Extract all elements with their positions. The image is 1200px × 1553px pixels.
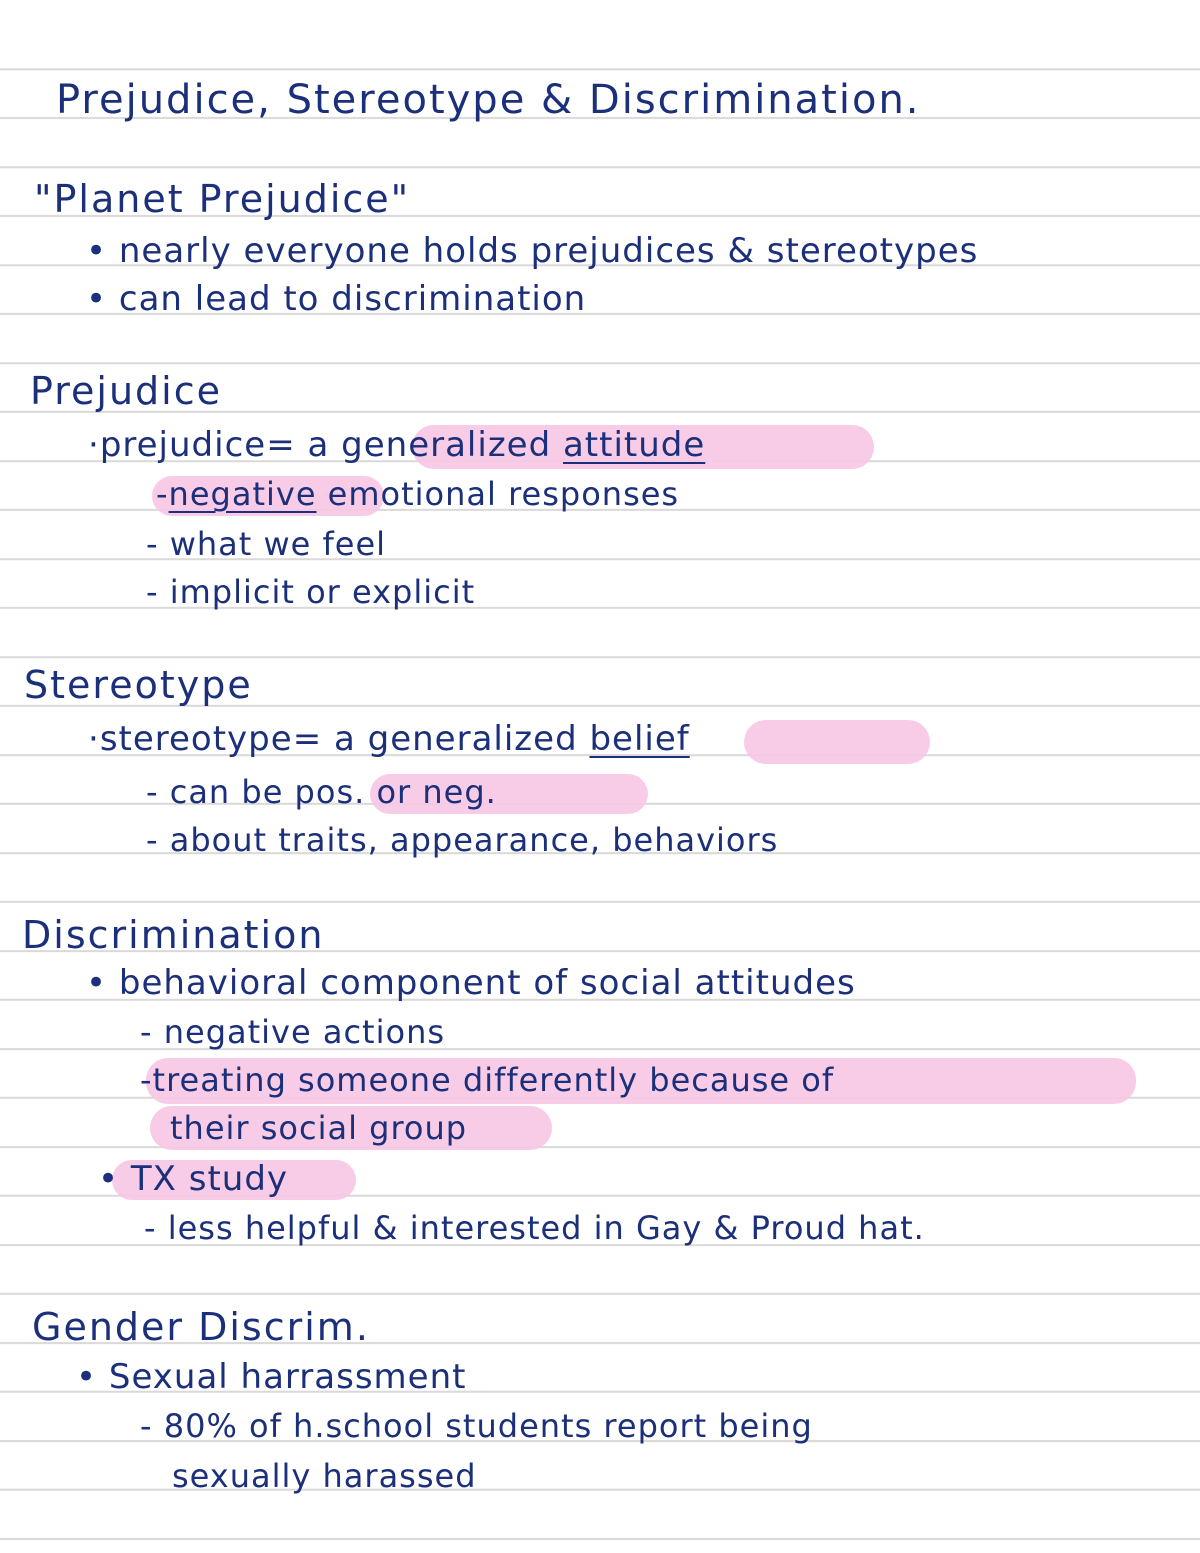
gender-bullet-1 bbox=[76, 1357, 467, 1397]
title-ampersand: & bbox=[526, 77, 589, 123]
prejudice-def-eq: = a bbox=[266, 425, 342, 465]
bullet-dot: • bbox=[86, 963, 119, 1003]
prejudice-heading: Prejudice bbox=[30, 369, 223, 413]
bullet-dot: · bbox=[88, 425, 100, 465]
gender-sub-1-cont: sexually harassed bbox=[172, 1457, 477, 1495]
stereotype-sub-1-posneg: pos. or neg. bbox=[294, 773, 497, 811]
prejudice-sub-1-negative: negative bbox=[168, 475, 317, 513]
discrimination-sub-2-text: treating someone differently because of bbox=[152, 1061, 835, 1099]
gender-bullet-1-text: Sexual harrassment bbox=[108, 1357, 467, 1397]
highlight-belief bbox=[744, 720, 930, 764]
prejudice-sub-3: - implicit or explicit bbox=[146, 573, 476, 611]
discrimination-bullet-1 bbox=[86, 963, 856, 1003]
bullet-dot: • bbox=[86, 279, 119, 319]
prejudice-definition bbox=[88, 425, 706, 465]
tx-study-text: TX study bbox=[130, 1159, 289, 1199]
stereotype-def-term: stereotype bbox=[99, 719, 293, 759]
bullet-dot: · bbox=[88, 719, 100, 759]
planet-bullet-2-text: can lead to discrimination bbox=[118, 279, 587, 319]
stereotype-sub-1-pre: - can be bbox=[146, 773, 295, 811]
gender-discrim-heading: Gender Discrim. bbox=[32, 1305, 370, 1349]
prejudice-sub-2: - what we feel bbox=[146, 525, 387, 563]
prejudice-sub-1-rest: emotional responses bbox=[316, 475, 680, 513]
stereotype-def-belief: belief bbox=[589, 719, 690, 759]
discrimination-bullet-1-text: behavioral component of social attitudes bbox=[118, 963, 856, 1003]
bullet-dot: • bbox=[86, 231, 119, 271]
discrimination-bullet-2 bbox=[98, 1159, 289, 1199]
prejudice-def-attitude: attitude bbox=[562, 425, 706, 465]
stereotype-heading: Stereotype bbox=[24, 663, 253, 707]
title-discrimination: Discrimination. bbox=[588, 77, 921, 123]
stereotype-sub-1 bbox=[146, 773, 497, 811]
discrimination-sub-2-cont: their social group bbox=[170, 1109, 468, 1147]
planet-bullet-1-text: nearly everyone holds prejudices & stereotypes bbox=[118, 231, 979, 271]
stereotype-def-eq: = a generalized bbox=[292, 719, 590, 759]
discrimination-sub-3: - less helpful & interested in Gay & Proud hat. bbox=[144, 1209, 925, 1247]
title-separator: , bbox=[257, 77, 287, 123]
bullet-dot: • bbox=[76, 1357, 109, 1397]
title-stereotype: Stereotype bbox=[286, 77, 527, 123]
planet-bullet-2 bbox=[86, 279, 587, 319]
discrimination-sub-1: - negative actions bbox=[140, 1013, 446, 1051]
prejudice-def-generalized: generalized bbox=[341, 425, 563, 465]
page-title bbox=[56, 77, 921, 123]
dash: - bbox=[140, 1061, 153, 1099]
planet-prejudice-heading: "Planet Prejudice" bbox=[34, 177, 411, 221]
stereotype-definition bbox=[88, 719, 690, 759]
discrimination-sub-2 bbox=[140, 1061, 835, 1099]
gender-sub-1: - 80% of h.school students report being bbox=[140, 1407, 813, 1445]
prejudice-sub-1 bbox=[156, 475, 680, 513]
prejudice-def-term: prejudice bbox=[99, 425, 267, 465]
planet-bullet-1 bbox=[86, 231, 979, 271]
dash: - bbox=[156, 475, 169, 513]
title-prejudice: Prejudice bbox=[56, 77, 258, 123]
stereotype-sub-2: - about traits, appearance, behaviors bbox=[146, 821, 779, 859]
discrimination-heading: Discrimination bbox=[22, 913, 325, 957]
bullet-dot: • bbox=[98, 1159, 131, 1199]
